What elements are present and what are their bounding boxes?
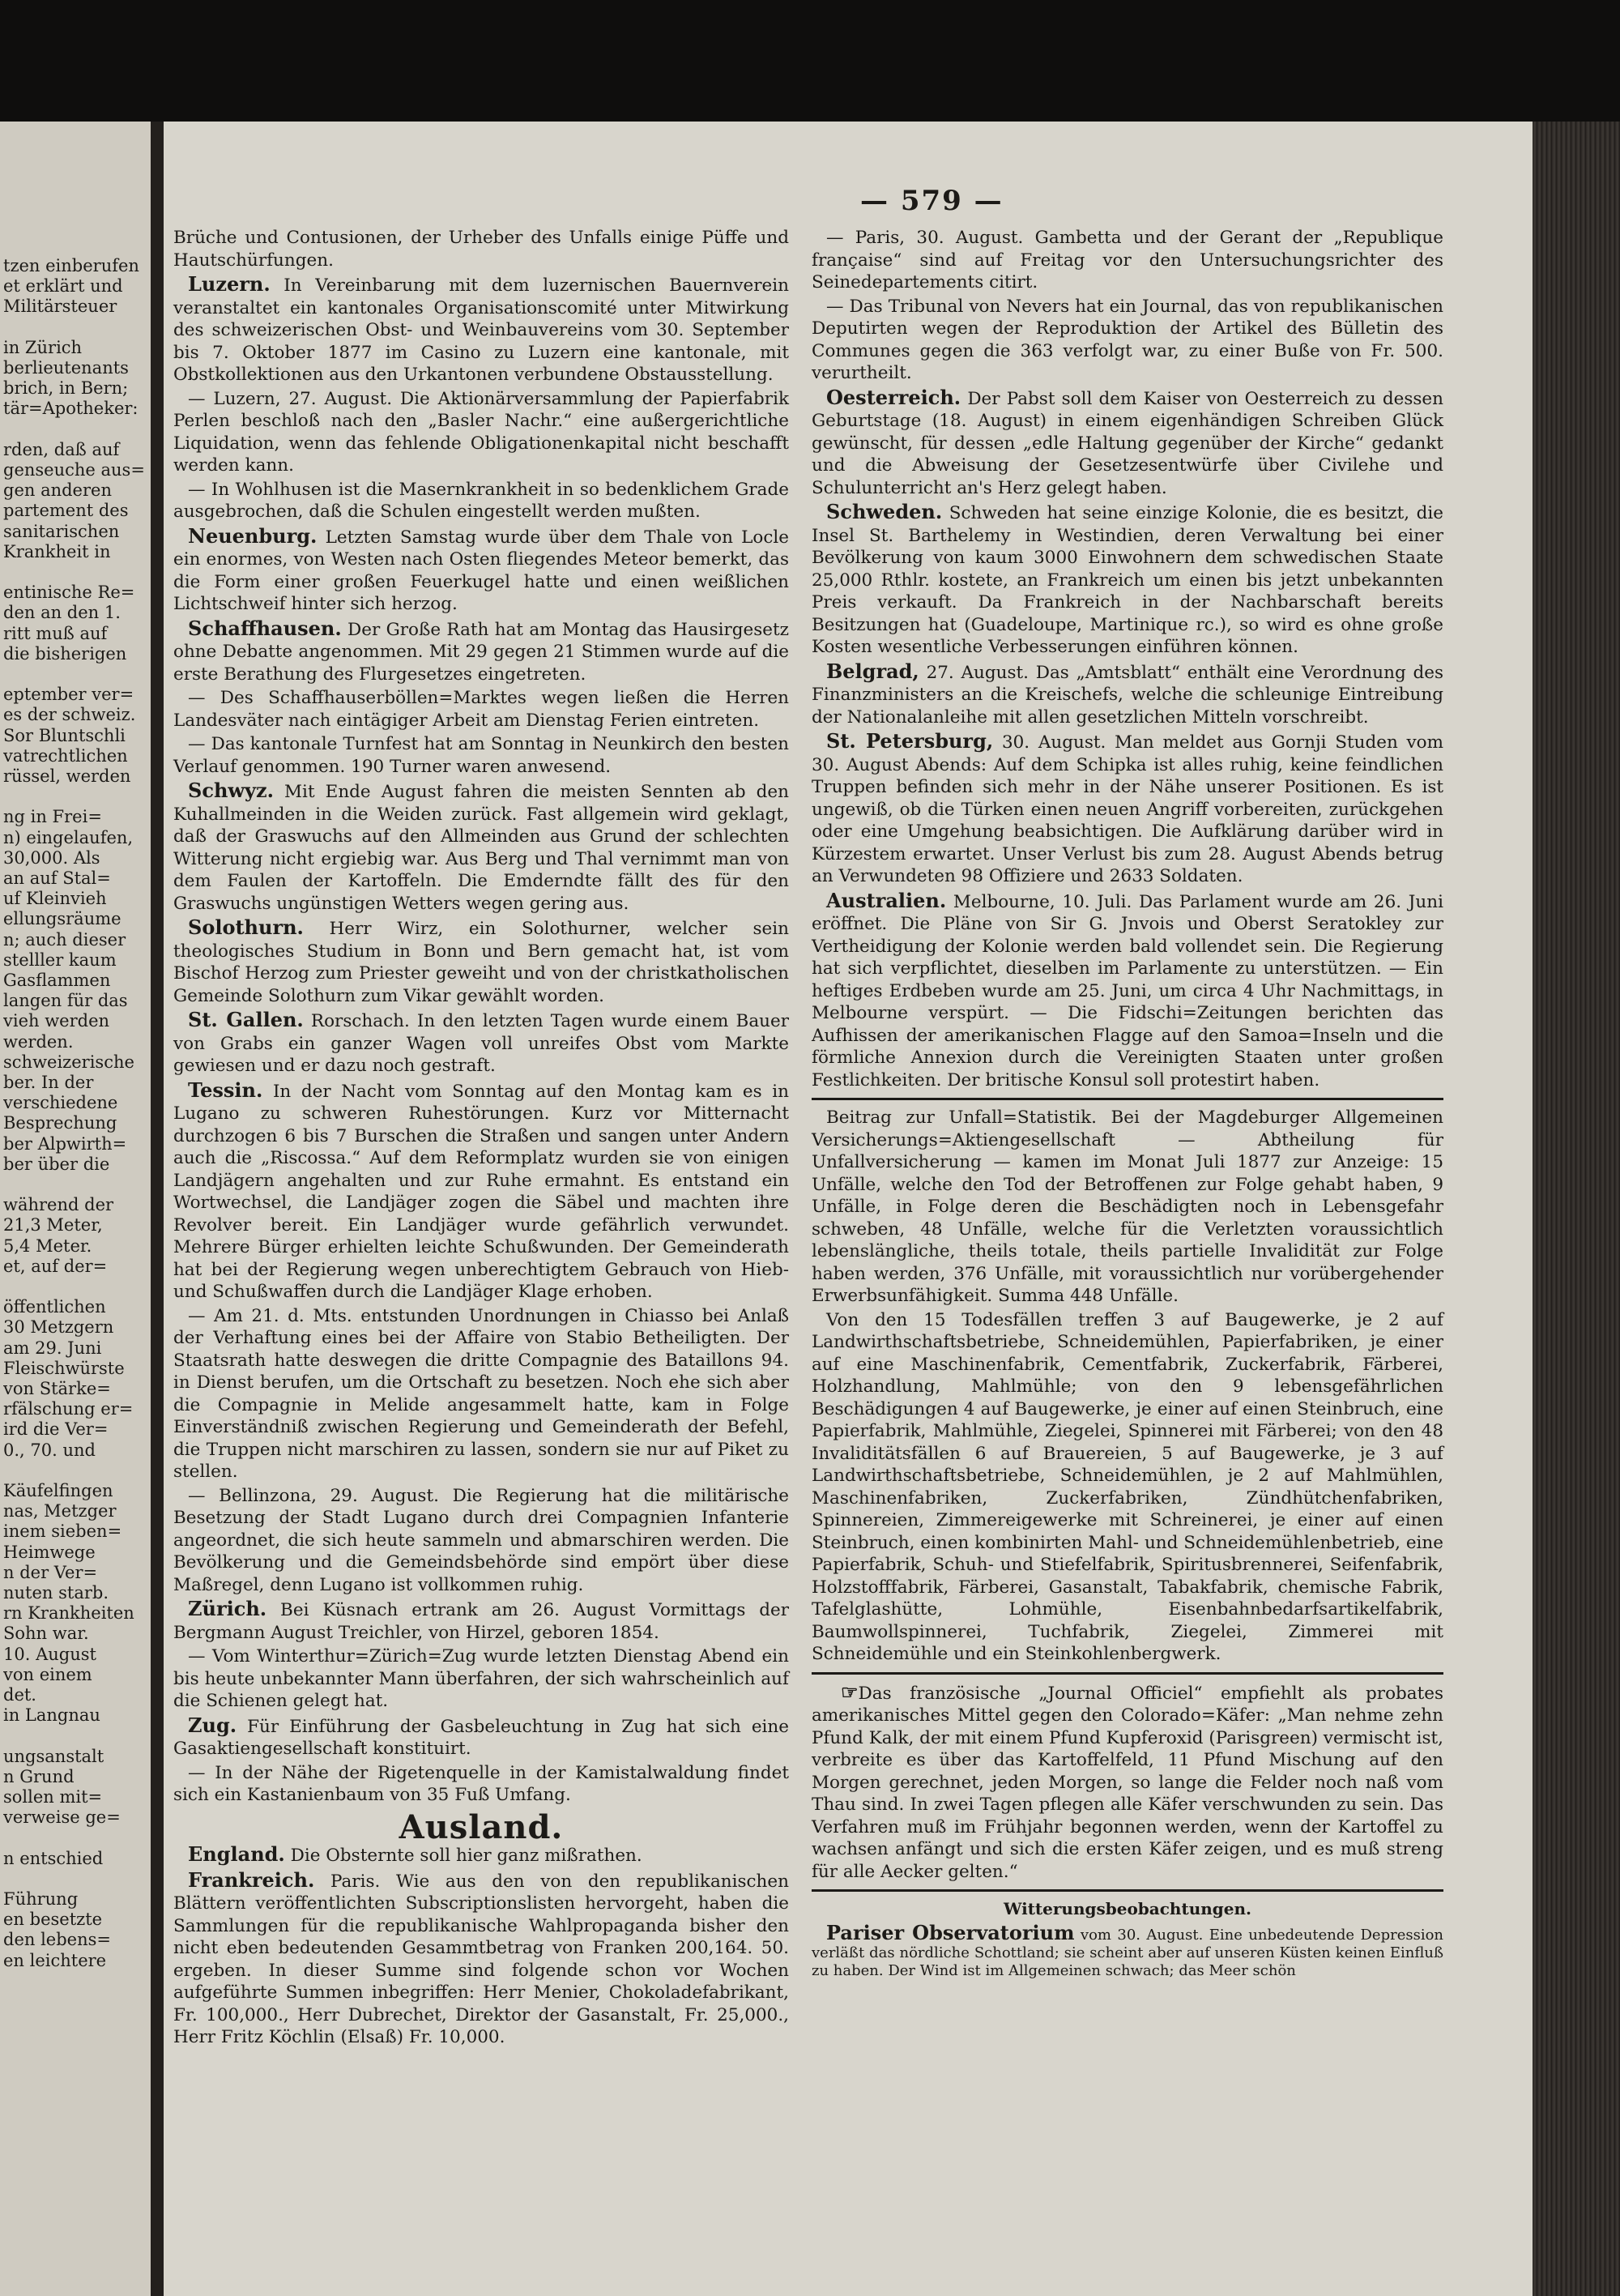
left-fragment-line: uf Kleinvieh xyxy=(3,889,107,909)
left-fragment-line: n; auch dieser xyxy=(3,929,126,950)
left-fragment-line: berlieutenants xyxy=(3,358,129,378)
item-text: — In Wohlhusen ist die Masernkrankheit in so bedenklichem Grade ausgebrochen, daß die Schulen eingestellt werden mußten. xyxy=(173,479,789,522)
item-text: Das französische „Journal Officiel“ empfiehlt als probates amerikanisches Mittel gegen den Colorado=Käfer: „Man nehme zehn Pfund Kalk, der mit einem Pfund Kupferoxid (Parisgreen) vermischt ist, verbreite es über das Kartoffelfeld, 11 Pfund Mischung auf den Morgen gerechnet, jeden Morgen, so lange die Felder noch naß vom Thau sind. In zwei Tagen pflegen alle Käfer verschwunden zu sein. Das Verfahren muß im Frühjahr begonnen werden, wenn der Kartoffel zu wachsen anfängt und sich die ersten Käfer zeigen, und es muß streng für alle Aecker gelten.“ xyxy=(812,1683,1443,1882)
item-text: — Das kantonale Turnfest hat am Sonntag in Neunkirch den besten Verlauf genommen. 190 Turner waren anwesend. xyxy=(173,734,789,777)
item-text: vom 30. August. Eine unbedeutende Depression verläßt das nördliche Schottland; sie scheint aber auf unseren Küsten keinen Einfluß zu haben. Der Wind ist im Allgemeinen schwach; das Meer schön xyxy=(812,1926,1444,1979)
news-item xyxy=(812,660,1443,729)
place-name: Australien. xyxy=(826,888,947,912)
place-name: Zürich. xyxy=(188,1597,267,1620)
news-item xyxy=(812,1107,1443,1308)
left-fragment-line: vatrechtlichen xyxy=(3,745,128,766)
left-fragment-line: rfälschung er= xyxy=(3,1399,134,1419)
place-name: Luzern. xyxy=(188,272,271,296)
news-item xyxy=(173,1598,789,1644)
place-name: Schaffhausen. xyxy=(188,616,342,640)
left-fragment-line: n Grund xyxy=(3,1766,75,1786)
left-fragment-line: den lebens= xyxy=(3,1930,111,1950)
item-text: Brüche und Contusionen, der Urheber des Unfalls einige Püffe und Hautschürfungen. xyxy=(173,228,789,271)
left-fragment-line: nas, Metzger xyxy=(3,1501,117,1521)
left-fragment-line: an auf Stal= xyxy=(3,868,111,888)
news-item xyxy=(173,617,789,686)
left-fragment-line: 21,3 Meter, xyxy=(3,1215,103,1235)
left-fragment-line: in Langnau xyxy=(3,1705,100,1726)
item-text: — Des Schaffhauserböllen=Marktes wegen ließen die Herren Landesväter nach eintägiger Arbeit am Dienstag Ferien eintreten. xyxy=(173,688,789,731)
item-text: — In der Nähe der Rigetenquelle in der Kamistalwaldung findet sich ein Kastanienbaum von 35 Fuß Umfang. xyxy=(173,1762,789,1805)
left-fragment-line: tär=Apotheker: xyxy=(3,399,139,419)
newspaper-page xyxy=(164,122,1533,2296)
item-text: 30. August. Man meldet aus Gornji Studen vom 30. August Abends: Auf dem Schipka ist alles ruhig, keine feindlichen Truppen befinden sich mehr in der Nähe unserer Positionen. Es ist ungewiß, ob die Türken einen neuen Angriff vorbereiten, zurückgehen oder eine Umgehung beabsichtigen. Die Aufklärung darüber wird in Kürzestem erwartet. Unser Verlust bis zum 28. August Abends betrug an Verwundeten 98 Offiziere und 2633 Soldaten. xyxy=(812,732,1444,886)
left-fragment-line: ber über die xyxy=(3,1154,110,1174)
news-item xyxy=(173,1009,789,1078)
book-gutter xyxy=(151,122,164,2296)
news-item xyxy=(812,1309,1443,1666)
column-left xyxy=(173,227,789,2051)
item-text: — Das Tribunal von Nevers hat ein Journal, das von republikanischen Deputirten wegen der Reproduktion der Artikel des Bülletin des Communes gegen die 363 verfolgt war, zu einer Buße von Fr. 500. verurtheilt. xyxy=(812,296,1443,383)
item-text: Rorschach. In den letzten Tagen wurde einem Bauer von Grabs ein ganzer Wagen voll unreifes Obst vom Markte gewiesen und er dazu noch gestraft. xyxy=(173,1011,789,1076)
news-item xyxy=(173,273,789,386)
news-item xyxy=(173,1305,789,1483)
item-text: In Vereinbarung mit dem luzernischen Bauernverein veranstaltet ein kantonales Organisationscomité unter Mitwirkung des schweizerischen Obst- und Weinbauvereins vom 30. September bis 7. Oktober 1877 im Casino zu Luzern eine kantonale, mit Obstkollektionen aus den Urkantonen verbundene Obstausstellung. xyxy=(173,275,789,385)
place-name: St. Gallen. xyxy=(188,1008,304,1031)
news-item xyxy=(173,687,789,732)
news-item xyxy=(173,1869,789,2049)
place-name: Pariser Observatorium xyxy=(826,1920,1075,1944)
item-text: Melbourne, 10. Juli. Das Parlament wurde am 26. Juni eröffnet. Die Pläne von Sir G. Jnvois und Oberst Seratokley zur Vertheidigung der Kolonie werden bald vollendet sein. Die Regierung hat sich verpflichtet, dieselben im Parlamente zu unterstützen. — Ein heftiges Erdbeben wurde am 25. Juni, um circa 4 Uhr Nachmittags, in Melbourne verspürt. — Die Fidschi=Zeitungen berichten das Aufhissen der amerikanischen Flagge auf den Samoa=Inseln und die förmliche Annexion durch die Vereinigten Staaten unter großen Festlichkeiten. Der britische Konsul soll protestirt haben. xyxy=(812,891,1443,1090)
item-text: — Paris, 30. August. Gambetta und der Gerant der „Republique française“ sind auf Freitag vor den Untersuchungsrichter des Seinedepartements citirt. xyxy=(812,228,1443,292)
left-fragment-line: am 29. Juni xyxy=(3,1338,102,1358)
left-fragment-line: ritt muß auf xyxy=(3,623,108,643)
place-name: England. xyxy=(188,1842,285,1866)
news-item xyxy=(173,1714,789,1760)
news-item xyxy=(173,916,789,1007)
left-fragment-line: öffentlichen xyxy=(3,1297,106,1317)
place-name: Belgrad, xyxy=(826,659,919,683)
item-text: Beitrag zur Unfall=Statistik. Bei der Magdeburger Allgemeinen Versicherungs=Aktiengesellschaft — Abtheilung für Unfallversicherung — kamen im Monat Juli 1877 zur Anzeige: 15 Unfälle, welche den Tod der Betroffenen zur Folge gehabt haben, 9 Unfälle, in Folge deren die Beschädigten noch in Lebensgefahr schweben, 48 Unfälle, welche für die Verletzten voraussichtlich lebenslängliche, theils totale, theils partielle Invalidität zur Folge haben werden, 376 Unfälle, mit voraussichtlich nur vorübergehender Erwerbsunfähigkeit. Summa 448 Unfälle. xyxy=(812,1107,1443,1306)
left-fragment-line: entinische Re= xyxy=(3,583,135,603)
left-fragment-line: ng in Frei= xyxy=(3,807,102,827)
left-fragment-line: Führung xyxy=(3,1889,79,1909)
left-fragment-line: den an den 1. xyxy=(3,603,121,623)
left-fragment-line: von einem xyxy=(3,1664,92,1684)
left-fragment-line: inem sieben= xyxy=(3,1521,122,1542)
left-fragment-line: ird die Ver= xyxy=(3,1419,109,1440)
page-number: — 579 — xyxy=(860,185,1004,217)
section-rule xyxy=(812,1098,1443,1100)
item-text: Für Einführung der Gasbeleuchtung in Zug hat sich eine Gasaktiengesellschaft konstituirt. xyxy=(173,1716,789,1759)
place-name: Frankreich. xyxy=(188,1867,315,1892)
news-item xyxy=(173,1843,789,1867)
left-fragment-line: rüssel, werden xyxy=(3,766,131,786)
section-heading: Ausland. xyxy=(399,1807,564,1846)
left-fragment-line: werden. xyxy=(3,1031,74,1052)
item-text: Paris. Wie aus den von den republikanischen Blättern veröffentlichten Subscriptionslisten hervorgeht, haben die Sammlungen für die republikanische Wahlpropaganda bisher den nicht eben bedeutenden Gesammtbetrag von Franken 200,164. 50. ergeben. In dieser Summe sind folgende schon vor Wochen aufgeführte Summen inbegriffen: Herr Menier, Chokoladefabrikant, Fr. 100,000., Herr Dubrechet, Direktor der Gasanstalt, Fr. 25,000., Herr Fritz Köchlin (Elsaß) Fr. 10,000. xyxy=(173,1871,789,2047)
place-name: Schweden. xyxy=(826,500,943,523)
section-rule xyxy=(812,1889,1443,1892)
news-item xyxy=(812,227,1443,294)
left-fragment-line: Fleischwürste xyxy=(3,1358,125,1378)
item-text: Von den 15 Todesfällen treffen 3 auf Baugewerke, je 2 auf Landwirthschaftsbetriebe, Schneidemühlen, Papierfabriken, je einer auf eine Maschinenfabrik, Cementfabrik, Zuckerfabrik, Färberei, Holzhandlung, Mahlmühle; von den 9 lebensgefährlichen Beschädigungen 4 auf Baugewerke, je einer auf einen Steinbruch, eine Papierfabrik, Mahlmühle, Ziegelei, Spinnerei mit Färberei; von den 48 Invaliditätsfällen 6 auf Brauereien, 5 auf Baugewerke, je 3 auf Landwirthschaftsbetriebe, Schneidemühlen, je 2 auf Mahlmühlen, Maschinenfabriken, Zuckerfabriken, Zündhütchenfabriken, Spinnereien, Zimmereigewerke mit Schreinerei, je einer auf einen Steinbruch, einen kombinirten Mahl- und Schneidemühlenbetrieb, eine Papierfabrik, Schuh- und Stiefelfabrik, Spiritusbrennerei, Seifenfabrik, Holzstofffabrik, Färberei, Gasanstalt, Tabakfabrik, chemische Fabrik, Tafelglashütte, Lohmühle, Eisenbahnbedarfsartikelfabrik, Baumwollspinnerei, Tuchfabrik, Ziegelei, Zimmerei mit Schneidemühle und ein Steinkohlenbergwerk. xyxy=(812,1309,1443,1664)
left-fragment-line: n der Ver= xyxy=(3,1562,98,1582)
news-item xyxy=(173,525,789,616)
pointing-hand-icon: ☞ xyxy=(841,1679,859,1704)
weather-heading: Witterungsbeobachtungen. xyxy=(1003,1899,1251,1918)
news-item xyxy=(812,501,1443,659)
left-fragment-line: nuten starb. xyxy=(3,1583,109,1603)
news-item xyxy=(812,890,1443,1092)
left-fragment-line: in Zürich xyxy=(3,337,83,357)
left-fragment-line: Käufelfingen xyxy=(3,1481,113,1500)
column-right xyxy=(812,227,1443,1982)
item-text: Schweden hat seine einzige Kolonie, die es besitzt, die Insel St. Barthelemy in Westindien, deren Verwaltung bei einer Bevölkerung von kaum 3000 Einwohnern dem schwedischen Staate 25,000 Rthlr. kostete, an Frankreich um einen bis jetzt unbekannten Preis verkauft. Da Frankreich in der Nachbarschaft bereits Besitzungen hat (Guadeloupe, Martinique rc.), so wird es ohne große Kosten wesentliche Verbesserungen einführen können. xyxy=(812,503,1444,657)
left-fragment-line: verschiedene xyxy=(3,1093,118,1113)
left-fragment-line: sollen mit= xyxy=(3,1787,103,1807)
news-item xyxy=(812,730,1443,888)
left-fragment-line: gen anderen xyxy=(3,480,112,501)
place-name: Schwyz. xyxy=(188,779,274,802)
left-fragment-line: det. xyxy=(3,1685,36,1705)
left-page-fragment xyxy=(0,122,151,2296)
left-fragment-line: ungsanstalt xyxy=(3,1746,104,1766)
left-fragment-line: langen für das xyxy=(3,991,128,1011)
item-text: — Luzern, 27. August. Die Aktionärversammlung der Papierfabrik Perlen beschloß nach den „Basler Nachr.“ eine außergerichtliche Liquidation, wenn das fehlende Obligationenkapital nicht beschafft werden kann. xyxy=(173,388,789,476)
left-fragment-line: n entschied xyxy=(3,1848,104,1868)
left-fragment-line: genseuche aus= xyxy=(3,460,145,480)
news-item xyxy=(812,1681,1443,1884)
left-fragment-line: partement des xyxy=(3,501,129,521)
news-item xyxy=(173,1645,789,1713)
place-name: Oesterreich. xyxy=(826,385,961,409)
left-fragment-line: verweise ge= xyxy=(3,1807,121,1828)
left-fragment-line: brich, in Bern; xyxy=(3,378,129,399)
left-fragment-line: die bisherigen xyxy=(3,643,127,664)
item-text: In der Nacht vom Sonntag auf den Montag kam es in Lugano zu schweren Ruhestörungen. Kurz vor Mitternacht durchzogen 6 bis 7 Burschen die Straßen und sangen unter Andern auch die „Riscossa.“ Auf dem Reformplatz wurden sie von einigen Landjägern angehalten und zur Ruhe ermahnt. Es entstand ein Wortwechsel, die Landjäger zogen die Säbel und machten ihre Revolver bereit. Ein Landjäger wurde gefährlich verwundet. Mehrere Bürger erhielten leichte Schußwunden. Der Gemeinderath hat bei der Regierung wegen unberechtigtem Gebrauch von Hieb- und Schußwaffen durch die Landjäger Klage erhoben. xyxy=(173,1081,789,1302)
item-text: 27. August. Das „Amtsblatt“ enthält eine Verordnung des Finanzministers an die Kreischefs, welche die schleunige Eintreibung der Nationalanleihe mit allen gesetzlichen Mitteln vorschreibt. xyxy=(812,662,1443,728)
item-text: — Vom Winterthur=Zürich=Zug wurde letzten Dienstag Abend ein bis heute unbekannter Mann überfahren, der sich wahrscheinlich auf die Schienen gelegt hat. xyxy=(173,1646,789,1711)
left-fragment-line: es der schweiz. xyxy=(3,705,136,725)
place-name: Zug. xyxy=(188,1713,237,1737)
left-fragment-line: stelller kaum xyxy=(3,950,117,970)
news-item xyxy=(812,296,1443,385)
left-fragment-line: Besprechung xyxy=(3,1113,117,1133)
left-fragment-line: 5,4 Meter. xyxy=(3,1235,92,1256)
news-item xyxy=(173,1079,789,1304)
news-item xyxy=(173,1485,789,1597)
item-text: Herr Wirz, ein Solothurner, welcher sein theologisches Studium in Bonn und Bern gemacht hat, ist vom Bischof Herzog zum Priester geweiht und von der christkatholischen Gemeinde Solothurn zum Vikar gewählt worden. xyxy=(173,919,789,1006)
left-fragment-line: während der xyxy=(3,1195,114,1215)
item-text: Letzten Samstag wurde über dem Thale von Locle ein enormes, von Westen nach Osten fliegendes Meteor bemerkt, das die Form einer großen Feuerkugel hatte und einen weißlichen Lichtschweif hinter sich herzog. xyxy=(173,527,789,614)
left-fragment-line: et erklärt und xyxy=(3,276,123,297)
left-fragment-line: schweizerische xyxy=(3,1052,134,1072)
place-name: Tessin. xyxy=(188,1078,263,1102)
weather-report xyxy=(812,1920,1444,1980)
news-item xyxy=(173,779,789,915)
left-fragment-line: en besetzte xyxy=(3,1910,103,1930)
item-text: Bei Küsnach ertrank am 26. August Vormittags der Bergmann August Treichler, von Hirzel, geboren 1854. xyxy=(173,1600,789,1643)
item-text: — Bellinzona, 29. August. Die Regierung hat die militärische Besetzung der Stadt Lugano durch drei Compagnien Infanterie angeordnet, die sich heute sammeln und abmarschiren werden. Die Bevölkerung und die Gemeindsbehörde sind empört über diese Maßregel, denn Lugano ist vollkommen ruhig. xyxy=(173,1485,789,1595)
left-fragment-line: Heimwege xyxy=(3,1542,96,1562)
item-text: Der Pabst soll dem Kaiser von Oesterreich zu dessen Geburtstage (18. August) in einem eigenhändigen Schreiben Glück gewünscht, für dessen „edle Haltung gegenüber der Kirche“ gedankt und die Abweisung der Gesetzesentwürfe über Civilehe und Schulunterricht an's Herz gelegt haben. xyxy=(812,388,1443,498)
news-item xyxy=(173,1762,789,1807)
news-item xyxy=(812,386,1443,500)
left-fragment-line: vieh werden xyxy=(3,1011,110,1031)
news-item xyxy=(173,388,789,477)
place-name: Neuenburg. xyxy=(188,523,318,548)
item-text: Mit Ende August fahren die meisten Sennten ab den Kuhallmeinden in die Weiden zurück. Fast allgemein wird geklagt, daß der Graswuchs auf den Allmeinden aus Grund der schlechten Witterung nicht ergiebig war. Aus Berg und Thal vernimmt man von dem Faulen der Kartoffeln. Die Emderndte fällt des für den Graswuchs ungünstigen Wetters wegen gering aus. xyxy=(173,782,789,914)
left-fragment-line: ber Alpwirth= xyxy=(3,1133,127,1154)
item-text: Die Obsternte soll hier ganz mißrathen. xyxy=(290,1846,642,1866)
left-fragment-line: rn Krankheiten xyxy=(3,1603,134,1624)
left-fragment-line: sanitarischen xyxy=(3,521,120,541)
news-item xyxy=(173,733,789,778)
left-fragment-line: 10. August xyxy=(3,1644,96,1664)
left-fragment-line: Militärsteuer xyxy=(3,297,117,317)
item-text: Der Große Rath hat am Montag das Hausirgesetz ohne Debatte angenommen. Mit 29 gegen 21 Stimmen wurde auf die erste Berathung des Flurgesetzes eingetreten. xyxy=(173,619,790,685)
left-fragment-line: 30 Metzgern xyxy=(3,1317,114,1338)
scan-background xyxy=(0,0,1620,122)
left-fragment-line: 30,000. Als xyxy=(3,847,100,868)
left-fragment-line: rden, daß auf xyxy=(3,439,120,459)
place-name: Solothurn. xyxy=(188,915,304,939)
news-item xyxy=(173,227,789,271)
left-fragment-line: Sor Bluntschli xyxy=(3,725,126,745)
left-fragment-line: Gasflammen xyxy=(3,971,111,990)
left-fragment-line: Sohn war. xyxy=(3,1624,89,1644)
left-fragment-line: et, auf der= xyxy=(3,1256,108,1276)
book-edge xyxy=(1533,122,1620,2296)
item-text: — Am 21. d. Mts. entstunden Unordnungen in Chiasso bei Anlaß der Verhaftung eines bei der Affaire von Stabio Betheiligten. Der Staatsrath hatte deswegen die dritte Compagnie des Bataillons 94. in Dienst berufen, um die Ortschaft zu besetzen. Noch ehe sich aber die Compagnie in Melide angesammelt hatte, kam in Folge Einverständniß zwischen Regierung und Gemeinderath der Befehl, die Truppen nicht marschiren zu lassen, sondern sie nur auf Piket zu stellen. xyxy=(173,1305,789,1482)
left-fragment-line: eptember ver= xyxy=(3,685,134,705)
left-fragment-line: tzen einberufen xyxy=(3,256,139,275)
left-fragment-line: ber. In der xyxy=(3,1073,94,1092)
left-fragment-line: en leichtere xyxy=(3,1950,107,1970)
left-fragment-line: n) eingelaufen, xyxy=(3,827,134,847)
left-fragment-line: von Stärke= xyxy=(3,1379,111,1398)
left-fragment-line: Krankheit in xyxy=(3,541,111,561)
place-name: St. Petersburg, xyxy=(826,729,994,753)
left-fragment-line: 0., 70. und xyxy=(3,1440,96,1460)
section-rule xyxy=(812,1672,1443,1675)
left-fragment-line: ellungsräume xyxy=(3,909,122,929)
news-item xyxy=(173,479,789,523)
